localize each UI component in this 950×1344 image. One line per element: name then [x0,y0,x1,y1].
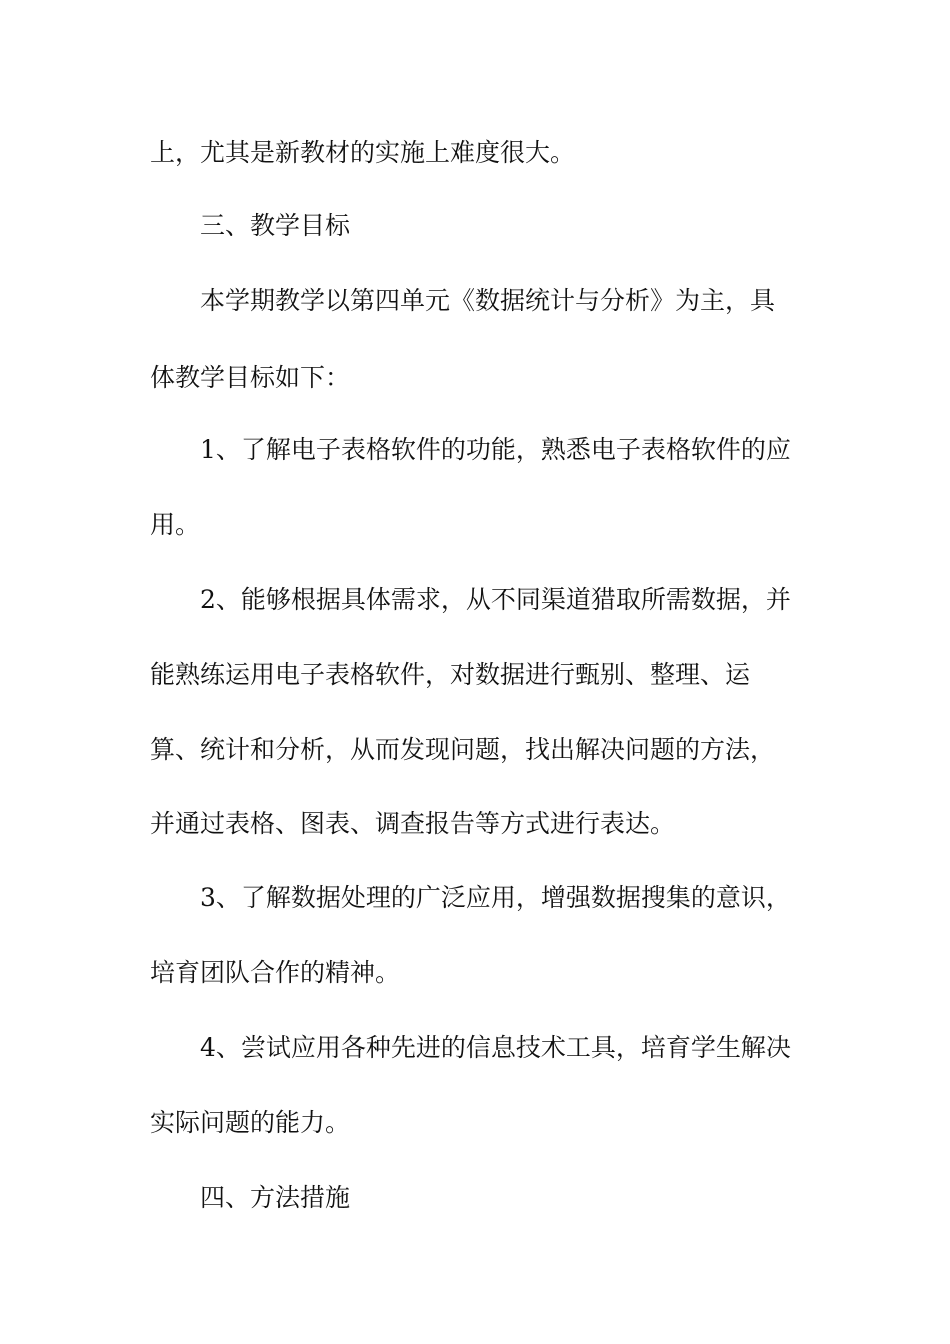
list-item-line: 算、统计和分析，从而发现问题，找出解决问题的方法， [150,735,776,764]
section-heading-methods: 四、方法措施 [200,1183,351,1212]
list-item-line: 3、了解数据处理的广泛应用，增强数据搜集的意识， [200,883,791,912]
list-item-line: 1、了解电子表格软件的功能，熟悉电子表格软件的应 [200,435,791,464]
list-item-line: 培育团队合作的精神。 [150,958,401,987]
list-item-line: 能熟练运用电子表格软件，对数据进行甄别、整理、运 [150,660,751,689]
section-heading-teaching-goals: 三、教学目标 [200,211,351,240]
list-item-line: 2、能够根据具体需求，从不同渠道猎取所需数据，并 [200,585,791,614]
list-item-line: 4、尝试应用各种先进的信息技术工具，培育学生解决 [200,1033,791,1062]
paragraph-line: 体教学目标如下： [150,363,351,392]
paragraph-line: 本学期教学以第四单元《数据统计与分析》为主，具 [200,286,776,315]
paragraph-line: 上，尤其是新教材的实施上难度很大。 [150,138,576,167]
list-item-line: 并通过表格、图表、调查报告等方式进行表达。 [150,809,676,838]
list-item-line: 实际问题的能力。 [150,1108,351,1137]
list-item-line: 用。 [150,510,201,539]
